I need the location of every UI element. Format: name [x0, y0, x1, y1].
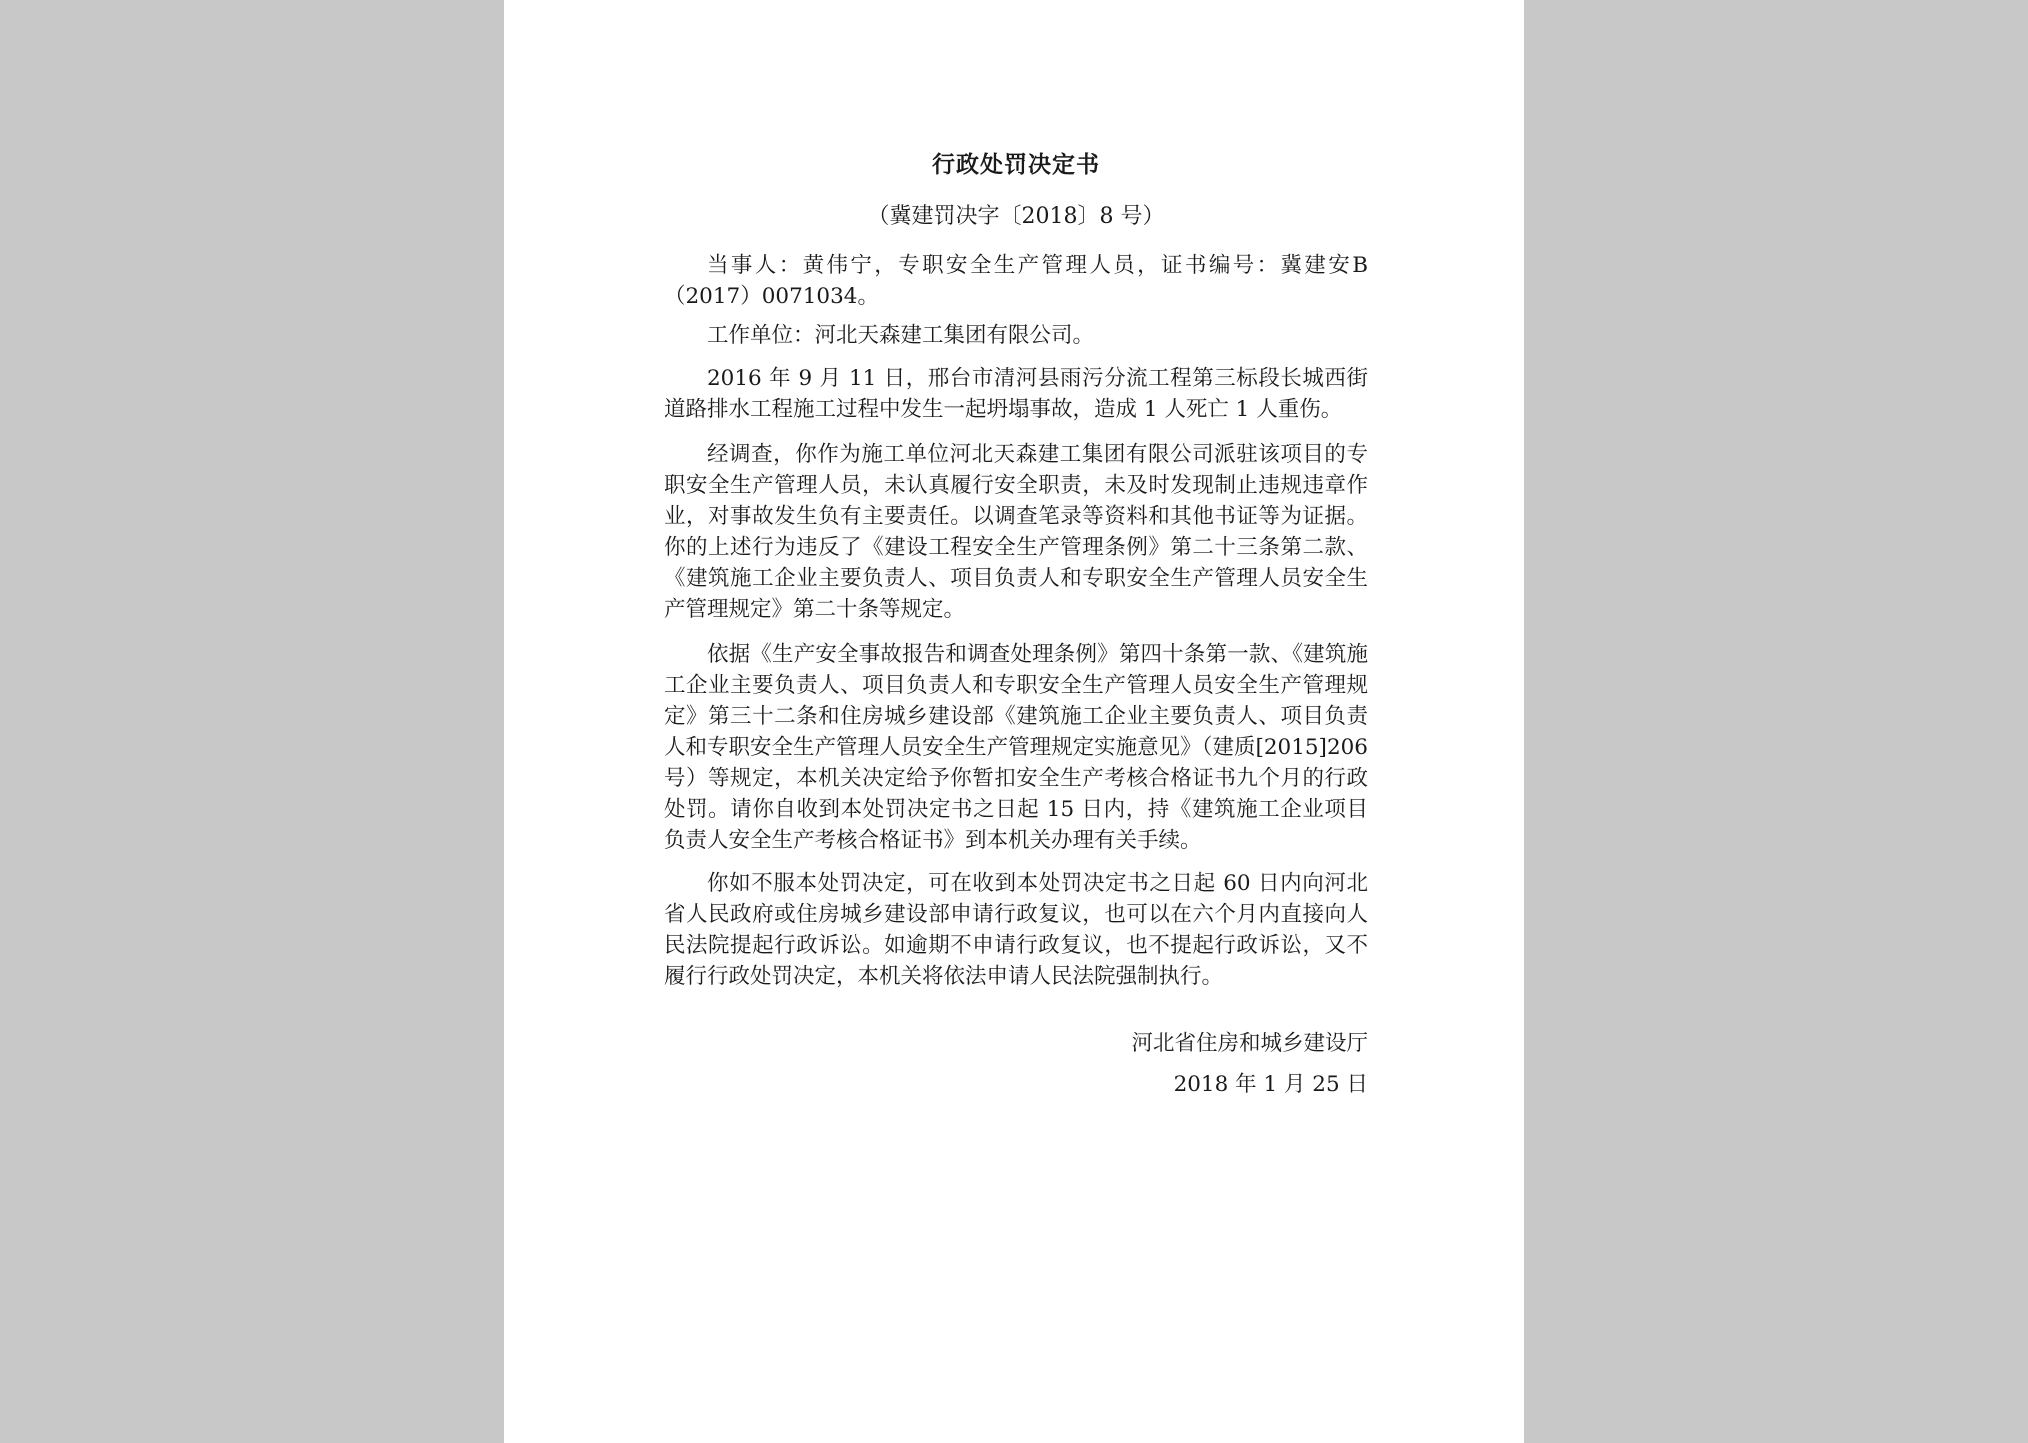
issuer-name: 河北省住房和城乡建设厅 [1131, 1031, 1368, 1056]
issue-date: 2018 年 1 月 25 日 [1173, 1072, 1368, 1097]
document-number: （冀建罚决字〔2018〕8 号） [867, 204, 1165, 229]
paragraph-appeal: 你如不服本处罚决定，可在收到本处罚决定书之日起 60 日内向河北省人民政府或住房城乡建设部申请行政复议，也可以在六个月内直接向人民法院提起行政诉讼。如逾期不申请行政复议，也不提起行政诉讼，又不履行行政处罚决定，本机关将依法申请人民法院强制执行。 [664, 871, 1368, 989]
document-page [504, 0, 1524, 1443]
document-content [664, 138, 1368, 1100]
paragraph-investigation: 经调查，你作为施工单位河北天森建工集团有限公司派驻该项目的专职安全生产管理人员，未认真履行安全职责，未及时发现制止违规违章作业，对事故发生负有主要责任。以调查笔录等资料和其他书证等为证据。你的上述行为违反了《建设工程安全生产管理条例》第二十三条第二款、《建筑施工企业主要负责人、项目负责人和专职安全生产管理人员安全生产管理规定》第二十条等规定。 [664, 442, 1368, 622]
document-title: 行政处罚决定书 [932, 151, 1100, 178]
paragraph-incident: 2016 年 9 月 11 日，邢台市清河县雨污分流工程第三标段长城西街道路排水工程施工过程中发生一起坍塌事故，造成 1 人死亡 1 人重伤。 [664, 366, 1368, 422]
paragraph-employer: 工作单位：河北天森建工集团有限公司。 [707, 323, 1095, 348]
paragraph-party: 当事人：黄伟宁，专职安全生产管理人员，证书编号：冀建安B（2017）0071034。 [664, 253, 1368, 309]
paragraph-penalty: 依据《生产安全事故报告和调查处理条例》第四十条第一款、《建筑施工企业主要负责人、项目负责人和专职安全生产管理人员安全生产管理规定》第三十二条和住房城乡建设部《建筑施工企业主要负责人、项目负责人和专职安全生产管理人员安全生产管理规定实施意见》（建质[2015]206 号）等规定，本机关决定给予你暂扣安全生产考核合格证书九个月的行政处罚。请你自收到本处罚决定书之日起 15 日内，持《建筑施工企业项目负责人安全生产考核合格证书》到本机关办理有关手续。 [664, 642, 1368, 853]
